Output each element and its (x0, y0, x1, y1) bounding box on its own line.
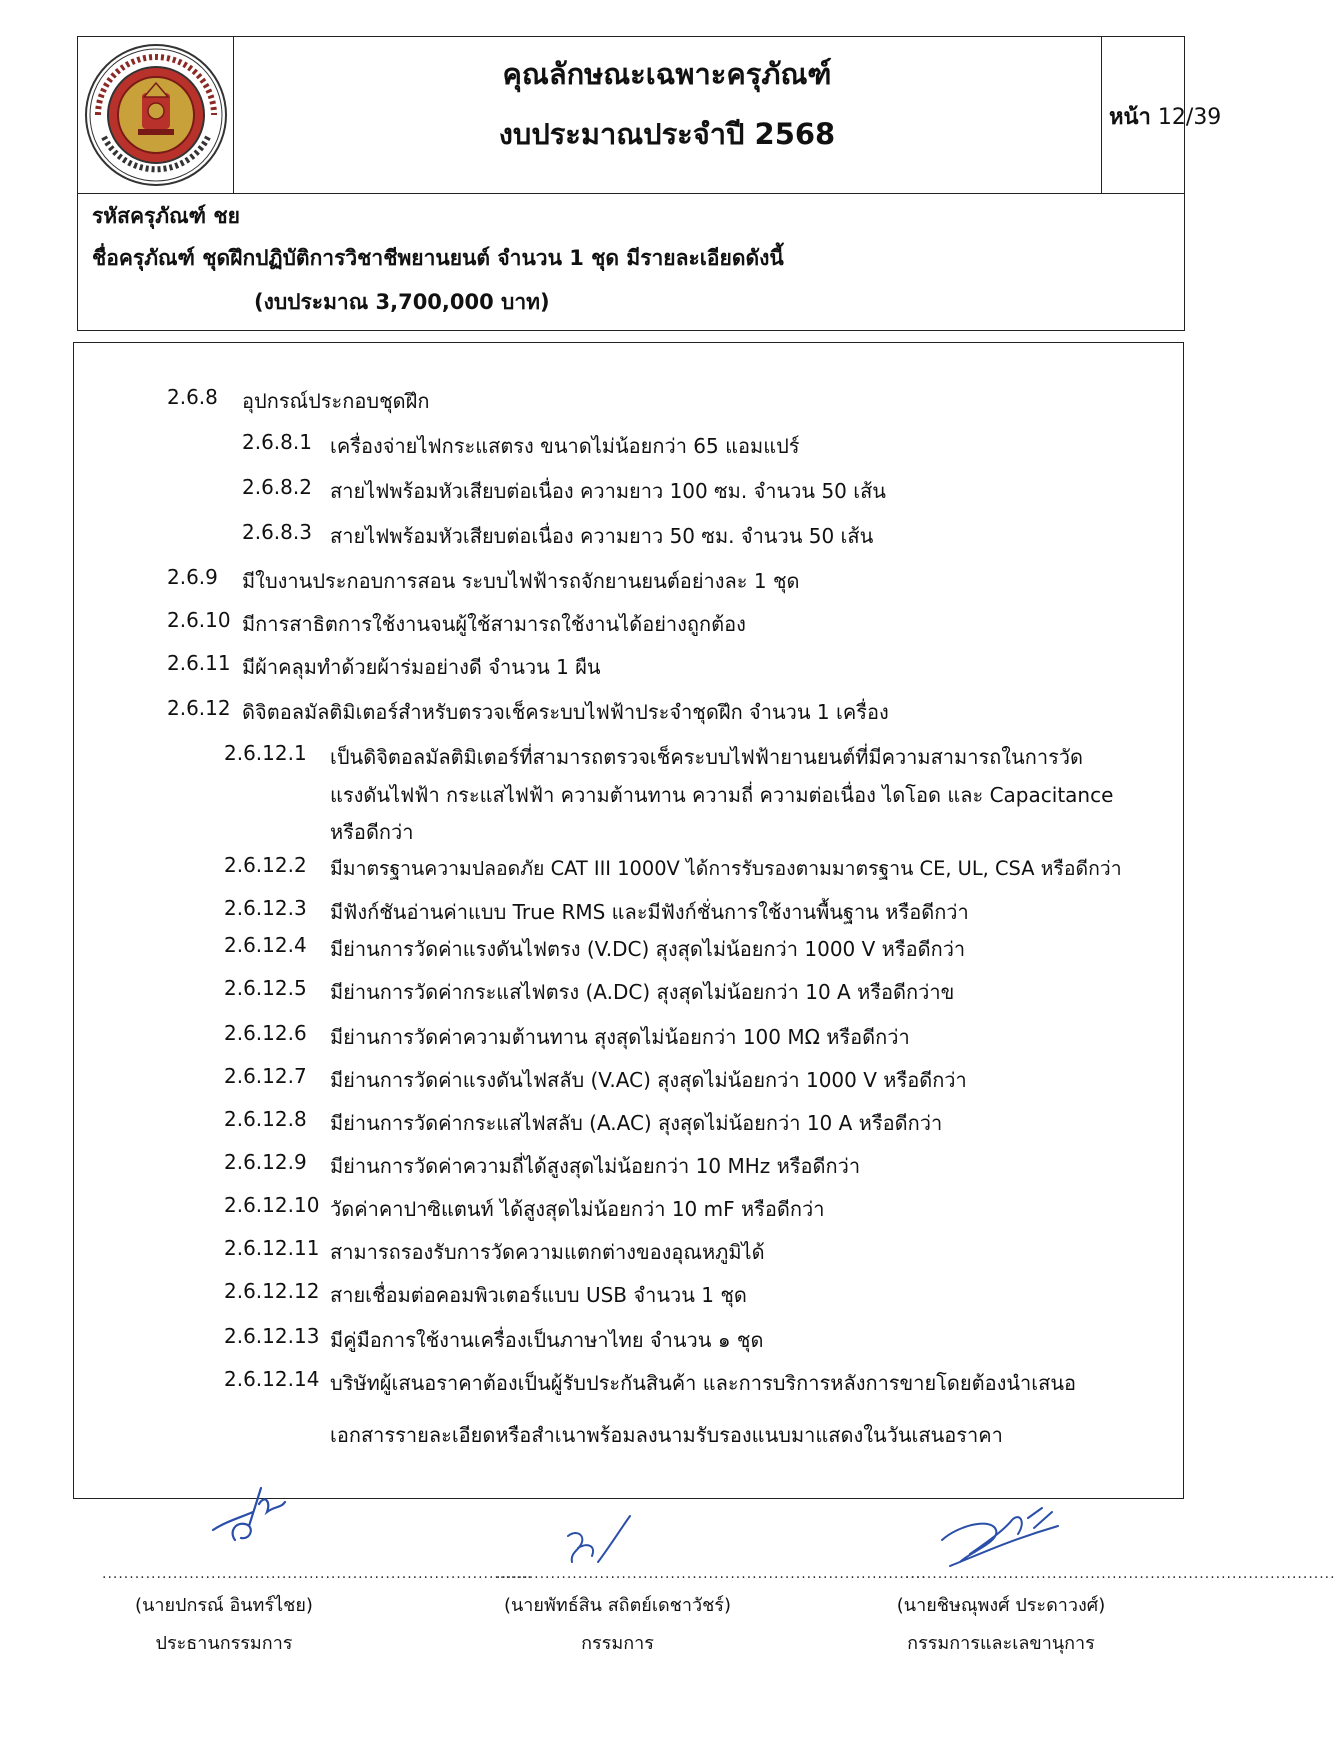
item-text: มีผ้าคลุมทำด้วยผ้าร่มอย่างดี จำนวน 1 ผืน (242, 655, 601, 679)
item-text: มีการสาธิตการใช้งานจนผู้ใช้สามารถใช้งานได้อย่างถูกต้อง (242, 612, 746, 636)
signatory-name: (นายพัทธ์สิน สถิตย์เดชาวัชร์) (503, 1595, 731, 1616)
item-text: วัดค่าคาปาซิแตนท์ ได้สูงสุดไม่น้อยกว่า 10 mF หรือดีกว่า (330, 1197, 825, 1221)
item-text: บริษัทผู้เสนอราคาต้องเป็นผู้รับประกันสินค้า และการบริการหลังการขายโดยต้องนำเสนอ (330, 1371, 1077, 1395)
signatory-name: (นายปกรณ์ อินทร์ไชย) (135, 1595, 313, 1616)
equipment-budget: (งบประมาณ 3,700,000 บาท) (254, 290, 550, 314)
item-number: 2.6.8.3 (242, 520, 312, 544)
item-text: มีย่านการวัดค่าแรงดันไฟตรง (V.DC) สุงสุดไม่น้อยกว่า 1000 V หรือดีกว่า (330, 937, 966, 961)
item-text-continuation: หรือดีกว่า (330, 820, 414, 844)
item-number: 2.6.12 (167, 696, 231, 720)
page-label: หน้า (1109, 105, 1151, 130)
signature-1-scribble (205, 1482, 305, 1547)
item-number: 2.6.12.8 (224, 1107, 307, 1131)
item-number: 2.6.9 (167, 565, 218, 589)
item-text: สามารถรองรับการวัดความแตกต่างของอุณหภูมิได้ (330, 1240, 765, 1264)
item-number: 2.6.8.1 (242, 430, 312, 454)
item-text: สายไฟพร้อมหัวเสียบต่อเนื่อง ความยาว 100 ซม. จำนวน 50 เส้น (330, 479, 886, 503)
signatory-role: กรรมการ (581, 1633, 654, 1654)
item-number: 2.6.12.10 (224, 1193, 320, 1217)
item-text: สายไฟพร้อมหัวเสียบต่อเนื่อง ความยาว 50 ซม. จำนวน 50 เส้น (330, 524, 874, 548)
signature-line: ............................................................................... (905, 1566, 1336, 1582)
item-number: 2.6.12.2 (224, 853, 307, 877)
equipment-info (77, 192, 1185, 331)
page-cell (1101, 37, 1222, 193)
item-text: มีคู่มือการใช้งานเครื่องเป็นภาษาไทย จำนวน ๑ ชุด (330, 1328, 764, 1352)
item-number: 2.6.12.7 (224, 1064, 307, 1088)
signature-line: ............................................................................... (102, 1566, 533, 1582)
vocational-education-commission-logo (78, 37, 233, 193)
title-cell (233, 37, 1102, 193)
signature-line: ............................................................................... (496, 1566, 927, 1582)
item-text: อุปกรณ์ประกอบชุดฝึก (242, 389, 430, 413)
document-header (77, 36, 1222, 194)
item-number: 2.6.8 (167, 385, 218, 409)
item-text: เป็นดิจิตอลมัลติมิเตอร์ที่สามารถตรวจเช็คระบบไฟฟ้ายานยนต์ที่มีความสามารถในการวัด (330, 745, 1084, 769)
item-text: มีฟังก์ชันอ่านค่าแบบ True RMS และมีฟังก์ชั่นการใช้งานพื้นฐาน หรือดีกว่า (330, 900, 969, 924)
signature-3-scribble (930, 1500, 1065, 1575)
item-number: 2.6.8.2 (242, 475, 312, 499)
signatory-name: (นายชิษณุพงศ์ ประดาวงศ์) (896, 1595, 1106, 1616)
specification-content (73, 342, 1184, 1499)
document-title: คุณลักษณะเฉพาะครุภัณฑ์ (502, 57, 832, 91)
item-number: 2.6.12.6 (224, 1021, 307, 1045)
item-number: 2.6.12.12 (224, 1279, 320, 1303)
item-number: 2.6.10 (167, 608, 231, 632)
item-text: ดิจิตอลมัลติมิเตอร์สำหรับตรวจเช็คระบบไฟฟ้าประจำชุดฝึก จำนวน 1 เครื่อง (242, 700, 889, 724)
signatory-role: กรรมการและเลขานุการ (907, 1633, 1095, 1654)
item-number: 2.6.12.14 (224, 1367, 320, 1391)
item-text-continuation: แรงดันไฟฟ้า กระแสไฟฟ้า ความต้านทาน ความถี่ ความต่อเนื่อง ไดโอด และ Capacitance (330, 783, 1114, 807)
item-text: เครื่องจ่ายไฟกระแสตรง ขนาดไม่น้อยกว่า 65 แอมแปร์ (330, 434, 800, 458)
logo-cell (78, 37, 234, 193)
item-number: 2.6.12.11 (224, 1236, 320, 1260)
budget-year-title: งบประมาณประจำปี 2568 (498, 117, 836, 151)
item-text: มีใบงานประกอบการสอน ระบบไฟฟ้ารถจักยานยนต์อย่างละ 1 ชุด (242, 569, 800, 593)
item-text: มีมาตรฐานความปลอดภัย CAT III 1000V ได้การรับรองตามมาตรฐาน CE, UL, CSA หรือดีกว่า (330, 857, 1122, 880)
item-text: มีย่านการวัดค่ากระแสไฟสลับ (A.AC) สุงสุดไม่น้อยกว่า 10 A หรือดีกว่า (330, 1111, 943, 1135)
item-number: 2.6.12.4 (224, 933, 307, 957)
item-number: 2.6.12.3 (224, 896, 307, 920)
item-text-continuation: เอกสารรายละเอียดหรือสำเนาพร้อมลงนามรับรองแนบมาแสดงในวันเสนอราคา (330, 1423, 1003, 1447)
signatory-role: ประธานกรรมการ (155, 1633, 293, 1654)
equipment-name: ชื่อครุภัณฑ์ ชุดฝึกปฏิบัติการวิชาชีพยานยนต์ จำนวน 1 ชุด มีรายละเอียดดังนี้ (92, 246, 784, 270)
page-indicator (1109, 99, 1221, 134)
item-text: มีย่านการวัดค่าความถี่ได้สูงสุดไม่น้อยกว่า 10 MHz หรือดีกว่า (330, 1154, 861, 1178)
item-number: 2.6.12.9 (224, 1150, 307, 1174)
item-number: 2.6.12.1 (224, 741, 307, 765)
signature-2-scribble (558, 1512, 638, 1572)
item-number: 2.6.11 (167, 651, 231, 675)
page-number: 12/39 (1157, 105, 1222, 130)
item-text: มีย่านการวัดค่ากระแสไฟตรง (A.DC) สุงสุดไม่น้อยกว่า 10 A หรือดีกว่าข (330, 980, 955, 1004)
item-text: มีย่านการวัดค่าความต้านทาน สุงสุดไม่น้อยกว่า 100 MΩ หรือดีกว่า (330, 1025, 910, 1049)
item-number: 2.6.12.5 (224, 976, 307, 1000)
item-number: 2.6.12.13 (224, 1324, 320, 1348)
item-text: มีย่านการวัดค่าแรงดันไฟสลับ (V.AC) สุงสุดไม่น้อยกว่า 1000 V หรือดีกว่า (330, 1068, 967, 1092)
equipment-code: รหัสครุภัณฑ์ ชย (92, 204, 240, 228)
item-text: สายเชื่อมต่อคอมพิวเตอร์แบบ USB จำนวน 1 ชุด (330, 1283, 747, 1307)
